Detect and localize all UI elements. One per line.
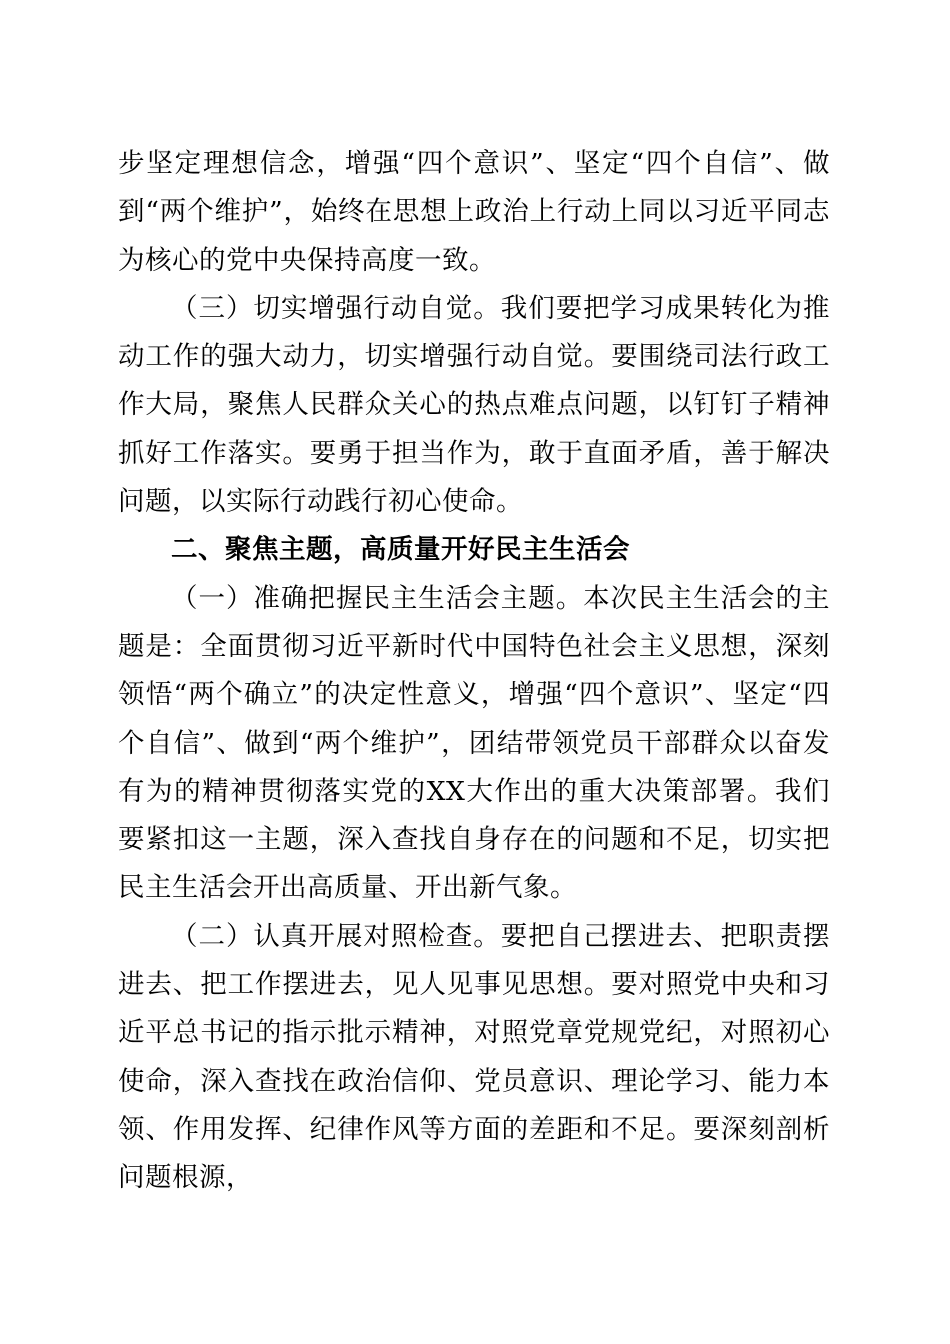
document-body <box>118 140 830 1203</box>
paragraph-self-examination: （二）认真开展对照检查。要把自己摆进去、把职责摆进去、把工作摆进去，见人见事见思想。要对照党中央和习近平总书记的指示批示精神，对照党章党规党纪，对照初心使命，深入查找在政治信仰、党员意识、理论学习、能力本领、作用发挥、纪律作风等方面的差距和不足。要深刻剖析问题根源， <box>118 920 830 1194</box>
paragraph-continuation: 步坚定理想信念，增强“四个意识”、坚定“四个自信”、做到“两个维护”，始终在思想上政治上行动上同以习近平同志为核心的党中央保持高度一致。 <box>118 148 830 276</box>
section-heading: 二、聚焦主题，高质量开好民主生活会 <box>171 534 630 566</box>
paragraph-action-awareness: （三）切实增强行动自觉。我们要把学习成果转化为推动工作的强大动力，切实增强行动自觉。要围绕司法行政工作大局，聚焦人民群众关心的热点难点问题，以钉钉子精神抓好工作落实。要勇于担当作为，敢于直面矛盾，善于解决问题，以实际行动践行初心使命。 <box>118 292 830 518</box>
paragraph-theme: （一）准确把握民主生活会主题。本次民主生活会的主题是：全面贯彻习近平新时代中国特色社会主义思想，深刻领悟“两个确立”的决定性意义，增强“四个意识”、坚定“四个自信”、做到“两个维护”，团结带领党员干部群众以奋发有为的精神贯彻落实党的XX大作出的重大决策部署。我们要紧扣这一主题，深入查找自身存在的问题和不足，切实把民主生活会开出高质量、开出新气象。 <box>118 582 830 904</box>
